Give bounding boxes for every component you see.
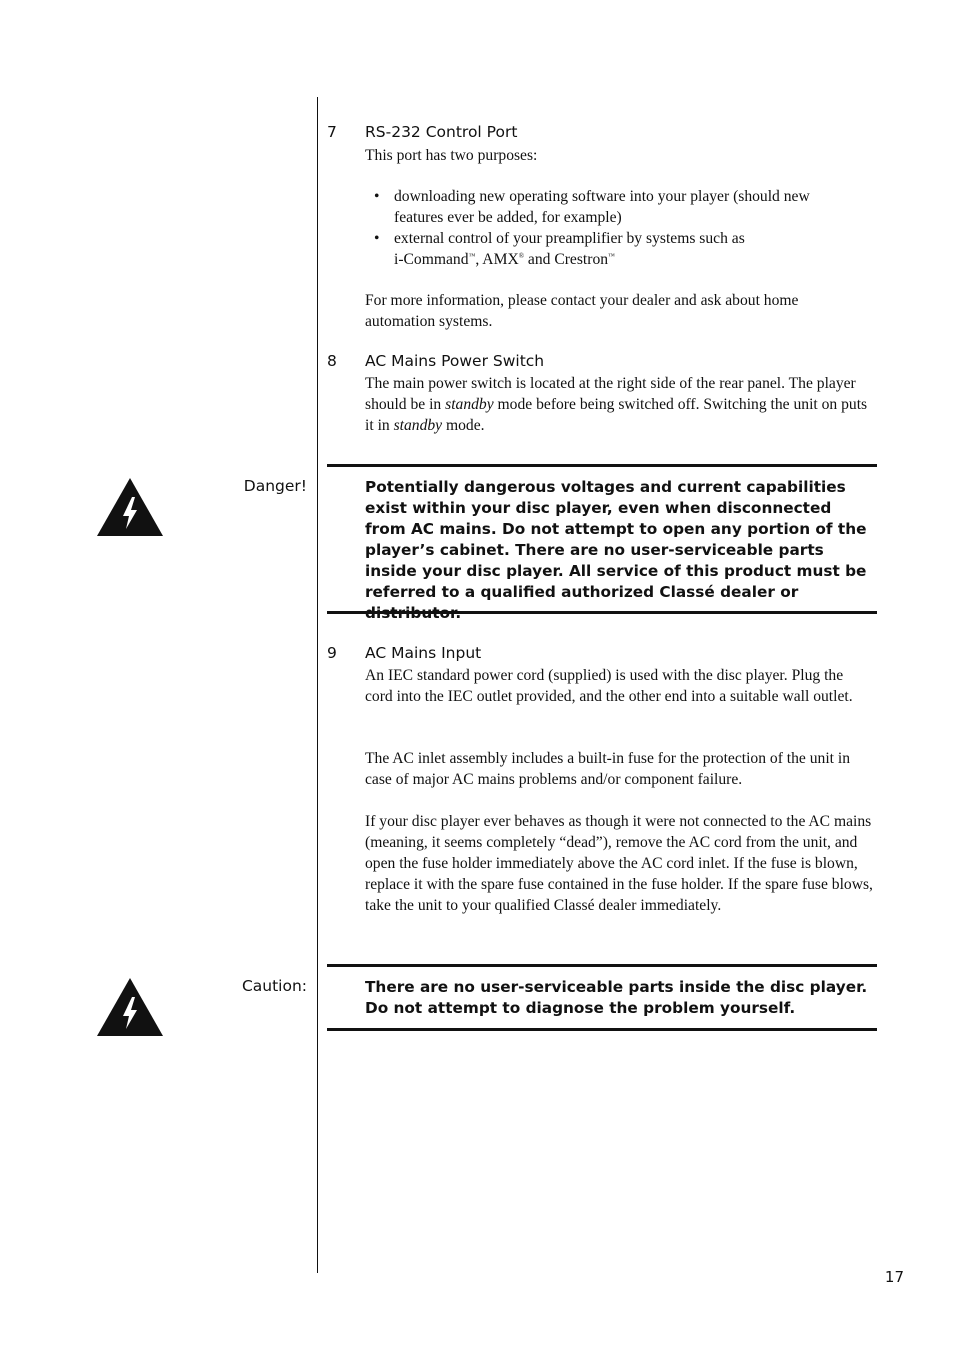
- intro-text: This port has two purposes:: [365, 147, 538, 164]
- brand-crestron: and Crestron: [524, 251, 609, 268]
- section-body: [365, 811, 877, 916]
- section-body: [365, 373, 877, 436]
- bullet-icon: •: [374, 230, 380, 247]
- body-text-part: The main power switch is located at the right side of the rear panel. The player should be in: [365, 375, 856, 413]
- margin-rule: [317, 97, 318, 1273]
- trademark-mark: ™: [468, 251, 476, 260]
- caution-label: Caution:: [241, 977, 307, 995]
- bullet-icon: •: [374, 188, 380, 205]
- body-text-part: mode before being switched off. Switching the unit on puts it in: [365, 396, 868, 434]
- danger-text: Potentially dangerous voltages and current capabilities exist within your disc player, even when disconnected from AC mains. Do not attempt to open any portion of the player’s cabinet. There are no user-serviceable parts inside your disc player. All service of this product must be referred to a qualified authorized Classé dealer or: [365, 478, 867, 601]
- section-number: 8: [327, 352, 337, 370]
- list-item-text: external control of your preamplifier by systems such as: [394, 230, 745, 247]
- warning-bottom-rule: [327, 611, 877, 614]
- body-text: If your disc player ever behaves as though it were not connected to the AC mains (meaning, it seems completely “dead”), remove the AC cord from the unit, and open the fuse holder immediately above the AC cord inlet. If the fuse is blown, replace it with the spare fuse contained in the fuse holder. If the spare fuse blows, take the unit to your qualified Classé dealer immediately.: [365, 813, 873, 914]
- section-outro: [365, 290, 855, 332]
- page-number: 17: [884, 1268, 904, 1286]
- italic-term: standby: [393, 417, 443, 434]
- trademark-mark: ™: [608, 251, 615, 260]
- high-voltage-warning-icon: [96, 477, 164, 537]
- warning-top-rule: [327, 964, 877, 967]
- section-title: AC Mains Input: [365, 644, 482, 662]
- list-item: [365, 228, 835, 270]
- caution-text: There are no user-serviceable parts inside the disc player. Do not attempt to diagnose the problem yourself.: [365, 978, 868, 1017]
- body-text-part: mode.: [442, 417, 485, 434]
- brand-icommand: i-Command: [394, 251, 469, 268]
- body-text: [365, 373, 877, 436]
- section-intro: [365, 145, 880, 166]
- section-title: RS-232 Control Port: [365, 123, 518, 141]
- italic-term: standby: [445, 396, 494, 413]
- list-item: [365, 186, 835, 228]
- outro-text: For more information, please contact your dealer and ask about home automation systems.: [365, 292, 799, 330]
- registered-mark: ®: [518, 251, 525, 260]
- body-text: The AC inlet assembly includes a built-in fuse for the protection of the unit in case of major AC mains problems and/or component failure.: [365, 750, 851, 788]
- section-title: AC Mains Power Switch: [365, 352, 545, 370]
- high-voltage-warning-icon: [96, 977, 164, 1037]
- section-number: 7: [327, 123, 337, 141]
- bullet-list: [365, 186, 835, 270]
- brand-amx: , AMX: [475, 251, 519, 268]
- section-body: [365, 748, 855, 790]
- danger-label: Danger!: [243, 477, 307, 495]
- section-body: [365, 665, 865, 707]
- list-item-text: downloading new operating software into your player (should new features ever be added, for example): [394, 188, 810, 226]
- section-number: 9: [327, 644, 337, 662]
- warning-bottom-rule: [327, 1028, 877, 1031]
- body-text: An IEC standard power cord (supplied) is used with the disc player. Plug the cord into the IEC outlet provided, and the other end into a suitable wall outlet.: [365, 667, 853, 705]
- warning-top-rule: [327, 464, 877, 467]
